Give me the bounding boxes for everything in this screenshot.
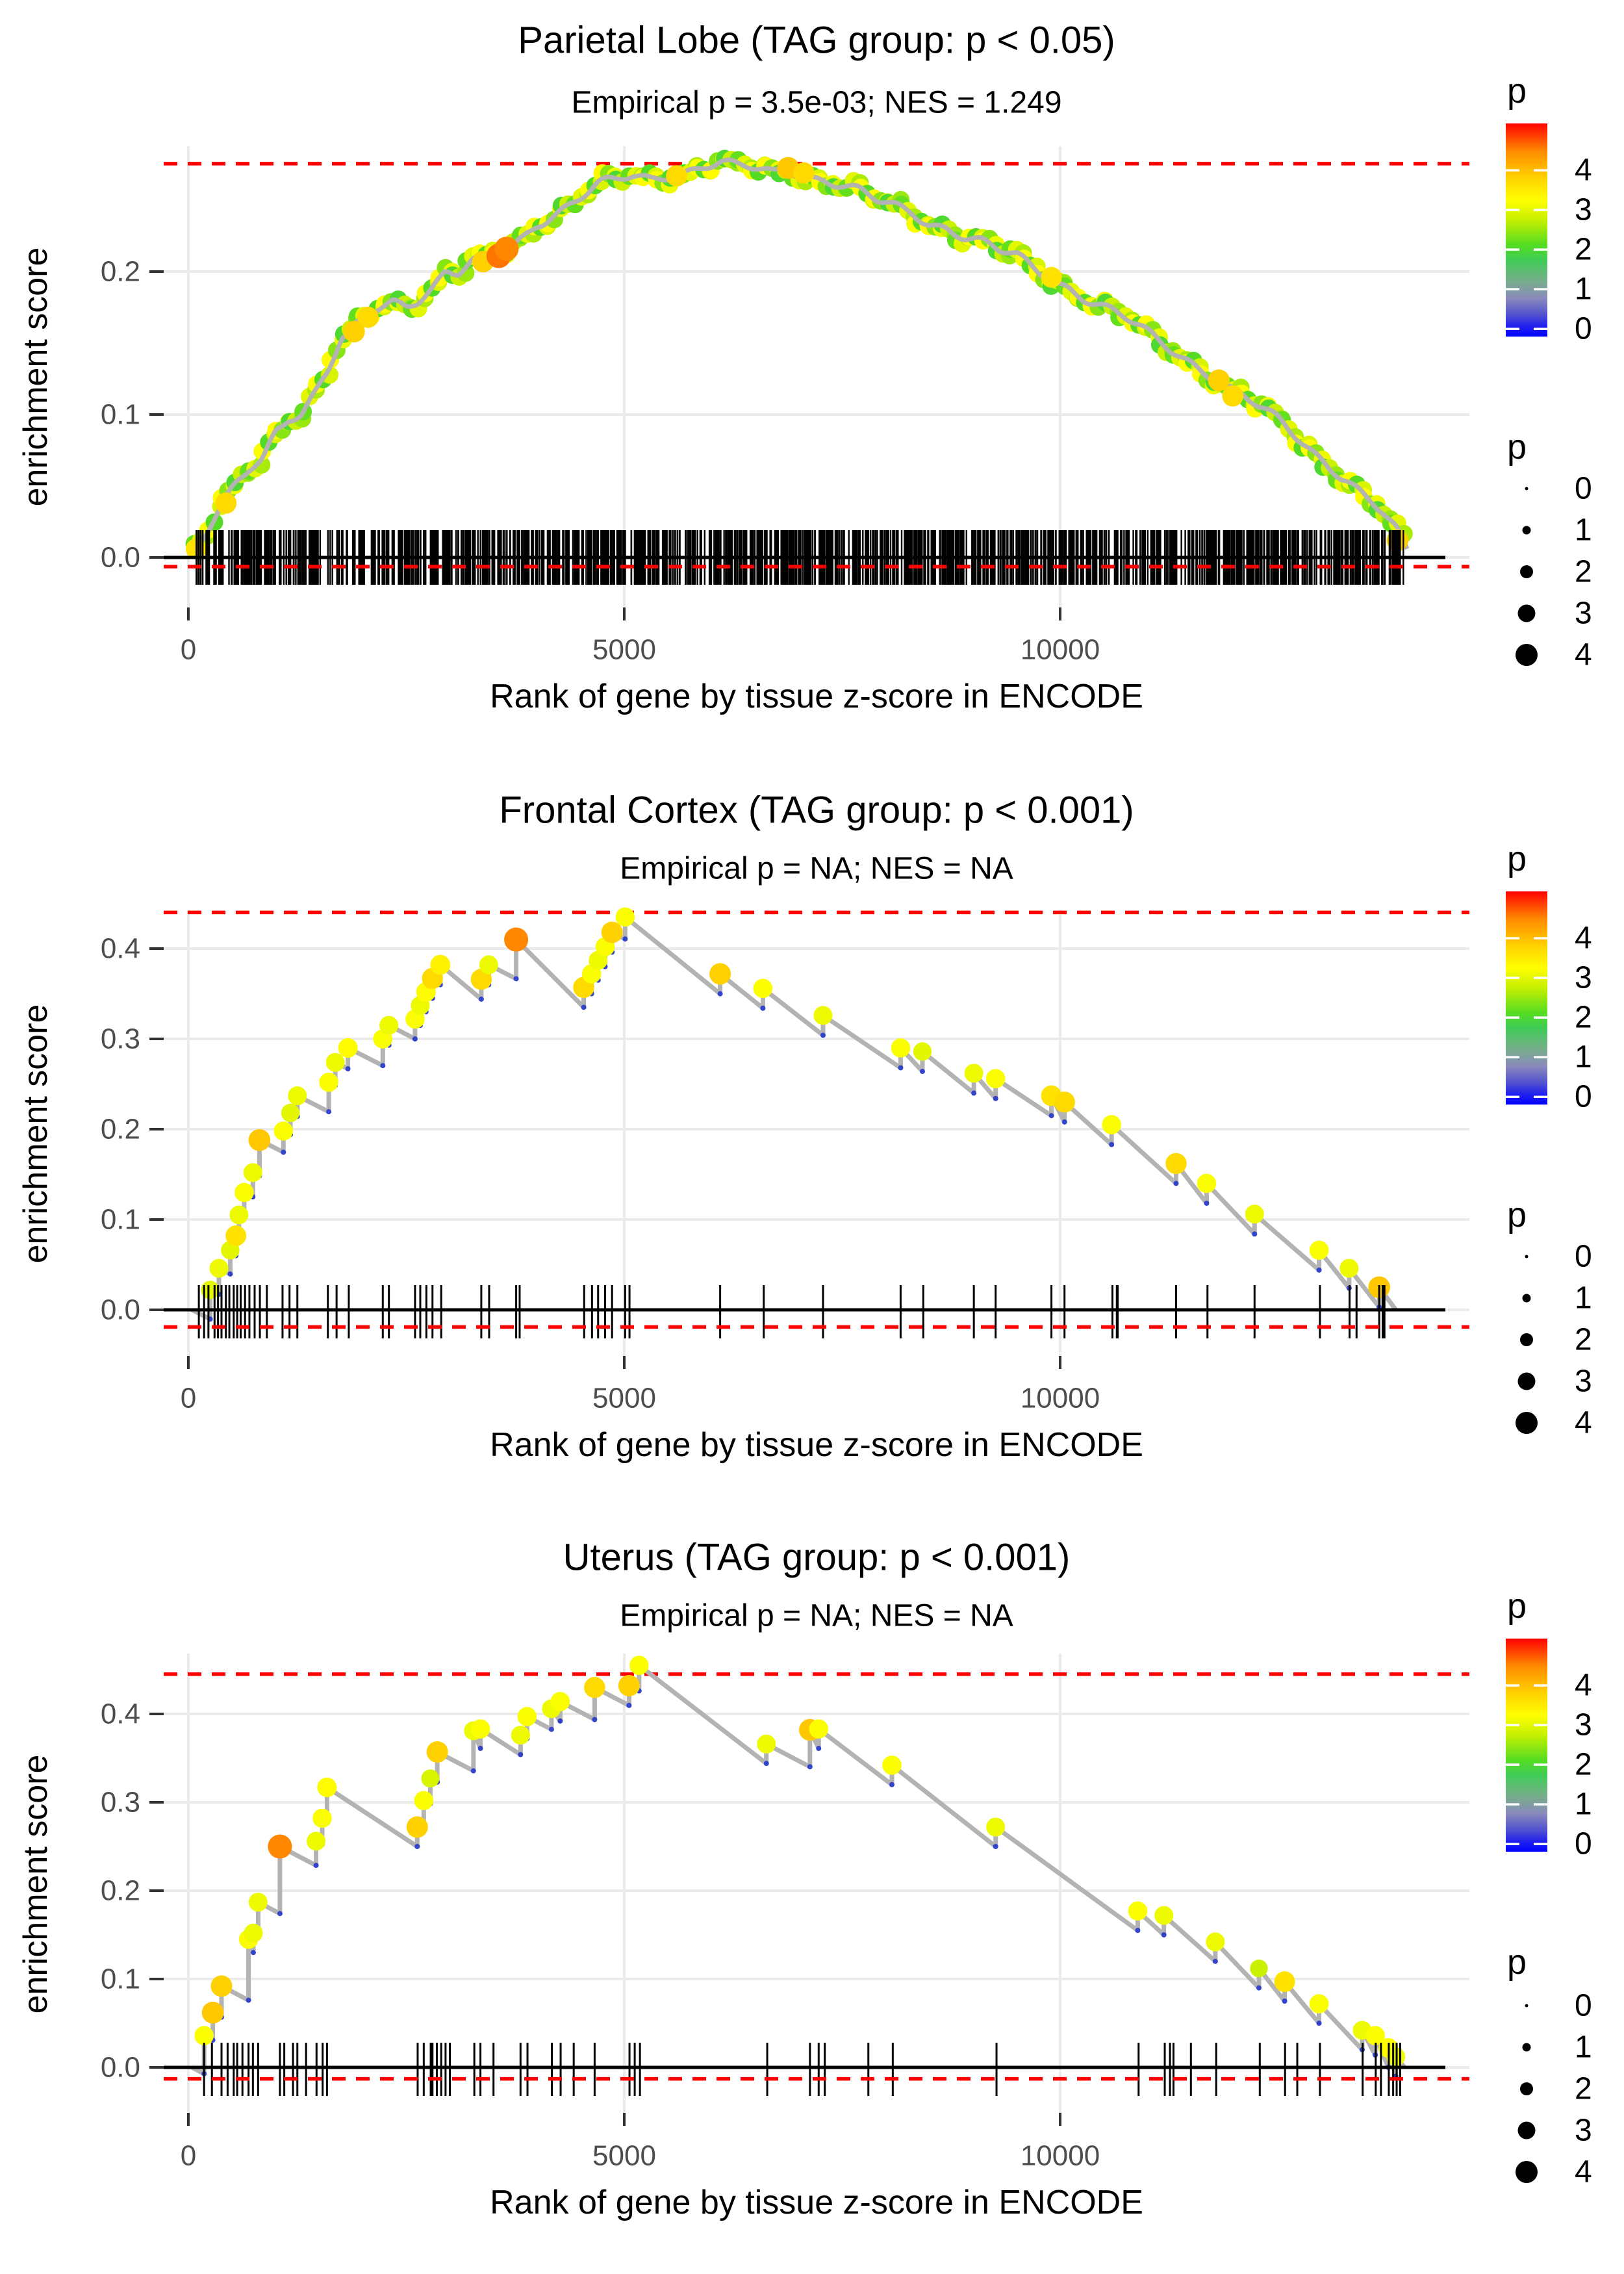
- gene-hit-dot: [1339, 1259, 1358, 1278]
- y-tick-label: 0.2: [100, 1113, 140, 1145]
- gene-hit-dot: [1154, 1906, 1173, 1925]
- color-legend-panel-2: [1506, 839, 1592, 1114]
- gene-hit-dot: [281, 1104, 299, 1122]
- gene-hit-dot: [1128, 1902, 1148, 1921]
- color-legend-tick-label: 1: [1575, 1040, 1592, 1075]
- color-legend-title: p: [1507, 1587, 1527, 1626]
- y-tick-label: 0.1: [100, 1963, 140, 1995]
- gene-hit-dot: [754, 978, 773, 998]
- axes: [101, 256, 1100, 666]
- size-legend-tick-label: 0: [1575, 471, 1592, 506]
- gene-hit-dot: [1245, 1205, 1264, 1223]
- gene-hit-dot: [494, 236, 518, 261]
- gene-hit-dot: [1310, 1240, 1329, 1260]
- size-legend-dot: [1518, 2122, 1536, 2140]
- valley-dot: [1062, 1119, 1067, 1125]
- valley-dot: [760, 1006, 765, 1011]
- color-legend-tick-label: 1: [1575, 1787, 1592, 1822]
- valley-dot: [314, 1863, 319, 1868]
- size-legend-dot: [1520, 2082, 1533, 2095]
- valley-dot: [971, 1090, 976, 1095]
- y-axis-title: enrichment score: [17, 247, 55, 507]
- gridlines: [164, 910, 1469, 1356]
- valley-dot: [277, 1911, 283, 1916]
- valley-dot: [581, 1004, 587, 1010]
- gene-hit-dot: [709, 963, 731, 984]
- valley-dot: [1252, 1231, 1257, 1236]
- size-legend-title: p: [1507, 1943, 1527, 1982]
- color-legend-tick-label: 3: [1575, 960, 1592, 995]
- gene-hit-dot: [244, 1163, 262, 1182]
- size-legend-dot: [1520, 565, 1533, 578]
- panel-subtitle: Empirical p = NA; NES = NA: [620, 1598, 1013, 1633]
- gene-hit-dot: [1041, 267, 1062, 288]
- gene-hit-dot: [407, 1817, 428, 1838]
- gene-hit-dot: [1250, 1960, 1267, 1977]
- valley-dot: [514, 976, 519, 981]
- panel-3-uterus: [17, 1537, 1469, 2222]
- valley-dot: [227, 1271, 233, 1277]
- valley-dot: [898, 1065, 903, 1070]
- x-tick-label: 10000: [1020, 1382, 1100, 1414]
- valley-dot: [478, 1746, 483, 1751]
- gene-rug: [199, 1285, 1384, 1338]
- valley-dot: [1317, 1268, 1322, 1273]
- gene-hit-dot: [479, 956, 498, 975]
- panel-1-parietal: [17, 19, 1469, 716]
- color-legend-tick-label: 4: [1575, 1668, 1592, 1703]
- valley-dot: [816, 1746, 821, 1751]
- colorbar: [1506, 891, 1547, 1105]
- y-tick-label: 0.4: [100, 1698, 140, 1730]
- color-legend-tick-label: 3: [1575, 1707, 1592, 1743]
- size-legend-tick-label: 0: [1575, 1988, 1592, 2023]
- y-tick-label: 0.3: [100, 1023, 140, 1055]
- y-tick-label: 0.0: [100, 1294, 140, 1326]
- size-legend-tick-label: 2: [1575, 554, 1592, 589]
- size-legend-tick-label: 0: [1575, 1239, 1592, 1274]
- running-score-line: [192, 1665, 1404, 2076]
- valley-dot: [557, 1718, 563, 1724]
- gene-hit-dot: [986, 1818, 1005, 1837]
- gene-hit-dot: [1197, 1174, 1217, 1194]
- valley-dot: [326, 1109, 331, 1114]
- gene-hit-dot: [809, 1719, 828, 1739]
- valley-dot: [592, 1717, 597, 1722]
- enrichment-curve: [192, 908, 1395, 1322]
- colorbar: [1506, 123, 1547, 337]
- color-legend-tick-label: 2: [1575, 232, 1592, 267]
- color-legend-tick-label: 1: [1575, 272, 1592, 307]
- x-tick-label: 5000: [592, 2140, 656, 2172]
- gene-hit-dot: [629, 1655, 649, 1675]
- panel-subtitle: Empirical p = NA; NES = NA: [620, 851, 1013, 886]
- x-tick-label: 5000: [592, 633, 656, 666]
- color-legend-title: p: [1507, 71, 1527, 110]
- gene-hit-dot: [379, 1016, 398, 1035]
- size-legend-title: p: [1507, 428, 1527, 466]
- y-axis-title: enrichment score: [17, 1004, 55, 1264]
- gene-hit-dot: [414, 1791, 434, 1811]
- size-legend-tick-label: 4: [1575, 1405, 1592, 1440]
- valley-dot: [889, 1782, 894, 1787]
- size-legend-dot: [1516, 1412, 1538, 1434]
- y-tick-label: 0.3: [100, 1786, 140, 1819]
- x-axis-title: Rank of gene by tissue z-score in ENCODE: [490, 2184, 1143, 2221]
- gene-hit-dot: [225, 1225, 246, 1246]
- gene-hit-dot: [965, 1064, 983, 1082]
- gene-hit-dot: [518, 1707, 537, 1726]
- gene-hit-dot: [602, 921, 623, 943]
- size-legend-tick-label: 1: [1575, 513, 1592, 548]
- valley-dot: [626, 1703, 631, 1708]
- color-legend-tick-label: 3: [1575, 192, 1592, 227]
- valley-dot: [1317, 2021, 1322, 2026]
- gene-rug: [204, 2043, 1400, 2096]
- gene-hit-dot: [307, 1832, 325, 1850]
- valley-dot: [1282, 1999, 1288, 2004]
- valley-dot: [380, 1063, 385, 1068]
- gene-hit-dot: [511, 1726, 530, 1744]
- valley-dot: [1049, 1113, 1054, 1118]
- color-legend-tick-label: 0: [1575, 311, 1592, 346]
- size-legend-panel-1: [1507, 428, 1592, 672]
- gene-hit-dot: [551, 1692, 570, 1711]
- x-axis-title: Rank of gene by tissue z-score in ENCODE: [490, 678, 1143, 715]
- color-legend-tick-label: 4: [1575, 153, 1592, 188]
- size-legend-dot: [1518, 605, 1536, 622]
- y-tick-label: 0.0: [100, 541, 140, 574]
- gene-hit-dot: [1054, 1092, 1074, 1112]
- gene-hit-dot: [793, 162, 815, 184]
- valley-dot: [764, 1761, 769, 1766]
- panel-subtitle: Empirical p = 3.5e-03; NES = 1.249: [571, 85, 1062, 120]
- valley-dot: [281, 1149, 286, 1155]
- size-legend-dot: [1520, 1333, 1533, 1346]
- gene-hit-dot: [891, 1038, 911, 1058]
- valley-dot: [1256, 1986, 1262, 1991]
- gene-hit-dot: [813, 1006, 832, 1025]
- valley-dot: [920, 1069, 925, 1074]
- size-legend-tick-label: 4: [1575, 2154, 1592, 2190]
- gene-hit-dot: [244, 1924, 262, 1943]
- size-legend-tick-label: 1: [1575, 1281, 1592, 1316]
- size-legend-dot: [1516, 2161, 1538, 2183]
- gene-hit-dot: [430, 955, 450, 975]
- size-legend-dot: [1523, 526, 1531, 535]
- size-legend-dot: [1523, 2043, 1531, 2052]
- y-tick-label: 0.0: [100, 2051, 140, 2084]
- color-legend-panel-3: [1506, 1587, 1592, 1861]
- gene-hit-dot: [235, 1183, 254, 1203]
- gene-hit-dot: [427, 1741, 448, 1763]
- valley-dot: [412, 1036, 418, 1041]
- gene-hit-dot: [1206, 1932, 1224, 1951]
- gene-hit-dot: [471, 1719, 490, 1739]
- gene-hit-dot: [1310, 1994, 1329, 2013]
- panel-title: Parietal Lobe (TAG group: p < 0.05): [518, 19, 1115, 62]
- x-tick-label: 10000: [1020, 633, 1100, 666]
- y-tick-label: 0.1: [100, 398, 140, 431]
- enrichment-curve: [186, 149, 1413, 559]
- running-score-line: [194, 160, 1407, 550]
- valley-dot: [993, 1844, 998, 1849]
- size-legend-tick-label: 3: [1575, 1364, 1592, 1399]
- color-legend-tick-label: 4: [1575, 921, 1592, 956]
- gene-hit-dot: [215, 492, 236, 514]
- x-tick-label: 0: [180, 2140, 197, 2172]
- gene-hit-dot: [666, 165, 687, 186]
- x-axis-title: Rank of gene by tissue z-score in ENCODE: [490, 1426, 1143, 1464]
- panel-title: Frontal Cortex (TAG group: p < 0.001): [499, 789, 1134, 832]
- color-legend-tick-label: 0: [1575, 1826, 1592, 1861]
- y-tick-label: 0.2: [100, 1874, 140, 1907]
- gene-hit-dot: [194, 2026, 214, 2045]
- size-legend-tick-label: 2: [1575, 1322, 1592, 1357]
- gene-hit-dot: [209, 1259, 228, 1278]
- gene-hit-dot: [1275, 1971, 1295, 1992]
- x-tick-label: 0: [180, 633, 197, 666]
- y-tick-label: 0.1: [100, 1203, 140, 1236]
- gene-hit-dot: [202, 2002, 224, 2024]
- size-legend-tick-label: 3: [1575, 2113, 1592, 2148]
- valley-dot: [993, 1096, 998, 1101]
- valley-dot: [549, 1727, 554, 1732]
- valley-dot: [622, 936, 628, 941]
- gene-hit-dot: [357, 307, 379, 328]
- color-legend-tick-label: 0: [1575, 1079, 1592, 1114]
- valley-dot: [820, 1032, 826, 1038]
- size-legend-dot: [1525, 2004, 1529, 2008]
- valley-dot: [1161, 1932, 1167, 1937]
- valley-dot: [1135, 1928, 1140, 1933]
- valley-dot: [807, 1764, 813, 1769]
- y-axis-title: enrichment score: [17, 1754, 55, 2014]
- valley-dot: [718, 991, 723, 997]
- size-legend-dot: [1516, 644, 1538, 666]
- gene-hit-dot: [1102, 1115, 1121, 1134]
- size-legend-panel-3: [1507, 1943, 1592, 2190]
- gene-hit-dot: [618, 1675, 640, 1696]
- gene-hit-dot: [421, 1769, 439, 1787]
- panel-2-frontal: [17, 789, 1469, 1464]
- color-legend-tick-label: 2: [1575, 1747, 1592, 1782]
- size-legend-tick-label: 4: [1575, 637, 1592, 672]
- y-tick-label: 0.2: [100, 255, 140, 288]
- gene-hit-dot: [757, 1735, 776, 1754]
- gene-hit-dot: [338, 1038, 358, 1058]
- gene-hit-dot: [268, 1834, 292, 1858]
- size-legend-dot: [1525, 1255, 1529, 1258]
- running-score-line: [192, 917, 1395, 1319]
- valley-dot: [1109, 1142, 1114, 1147]
- valley-dot: [471, 1769, 476, 1774]
- valley-dot: [1213, 1959, 1218, 1964]
- colorbar: [1506, 1639, 1547, 1852]
- gene-hit-dot: [882, 1756, 902, 1775]
- valley-dot: [479, 997, 484, 1002]
- size-legend-tick-label: 1: [1575, 2030, 1592, 2065]
- gene-hit-dot: [616, 908, 635, 927]
- color-legend-panel-1: [1506, 71, 1592, 346]
- gene-hit-dot: [249, 1129, 271, 1151]
- gene-hit-dot: [229, 1206, 248, 1225]
- gene-hit-dot: [1222, 385, 1243, 407]
- size-legend-title: p: [1507, 1195, 1527, 1234]
- gene-hit-dot: [288, 1086, 307, 1105]
- color-legend-title: p: [1507, 839, 1527, 878]
- valley-dot: [518, 1752, 523, 1757]
- enrichment-curve: [192, 1655, 1405, 2078]
- x-tick-label: 10000: [1020, 2140, 1100, 2172]
- gene-hit-dot: [249, 1893, 268, 1911]
- size-legend-tick-label: 2: [1575, 2071, 1592, 2106]
- gene-hit-dot: [504, 928, 528, 952]
- size-legend-dot: [1518, 1373, 1536, 1390]
- gene-hit-dot: [986, 1069, 1006, 1088]
- x-tick-label: 0: [180, 1382, 197, 1414]
- panel-title: Uterus (TAG group: p < 0.001): [563, 1536, 1071, 1579]
- gene-hit-dot: [1165, 1153, 1186, 1174]
- valley-dot: [1204, 1201, 1209, 1206]
- x-tick-label: 5000: [592, 1382, 656, 1414]
- valley-dot: [346, 1066, 351, 1071]
- valley-dot: [246, 1998, 251, 2003]
- gene-hit-dot: [312, 1809, 332, 1828]
- gene-hit-dot: [319, 1073, 338, 1092]
- size-legend-panel-2: [1507, 1195, 1592, 1440]
- valley-dot: [414, 1844, 420, 1849]
- gene-hit-dot: [584, 1677, 605, 1698]
- size-legend-tick-label: 3: [1575, 596, 1592, 631]
- size-legend-dot: [1525, 487, 1529, 491]
- color-legend-tick-label: 2: [1575, 1000, 1592, 1035]
- size-legend-dot: [1523, 1294, 1531, 1303]
- gene-hit-dot: [326, 1053, 345, 1072]
- valley-dot: [251, 1950, 256, 1955]
- valley-dot: [1173, 1181, 1178, 1186]
- y-tick-label: 0.4: [100, 932, 140, 965]
- gene-hit-dot: [317, 1778, 336, 1797]
- gene-hit-dot: [210, 1975, 232, 1997]
- gene-hit-dot: [913, 1042, 932, 1060]
- gene-hit-dot: [273, 1121, 293, 1141]
